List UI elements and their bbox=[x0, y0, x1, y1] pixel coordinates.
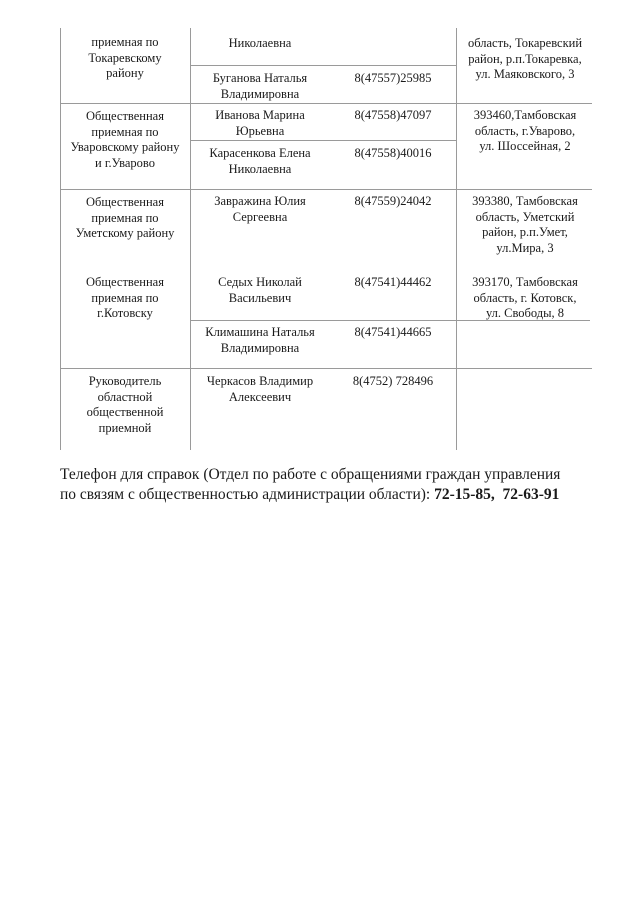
table-row-2-address bbox=[458, 194, 592, 256]
row-divider-3 bbox=[60, 368, 592, 369]
contact-name-line: Юрьевна bbox=[235, 123, 285, 138]
reference-note-line-2 bbox=[60, 485, 600, 505]
office-line: областной bbox=[97, 389, 153, 404]
table-row-2-contact-0-phone: 8(47559)24042 bbox=[354, 194, 432, 208]
table-row-0-address bbox=[458, 36, 592, 83]
table-row-0-contact-1-phone: 8(47557)25985 bbox=[354, 71, 432, 85]
table-row-4-office bbox=[60, 374, 190, 436]
office-line: Общественная bbox=[86, 195, 164, 209]
subrow-divider-tokarevka bbox=[190, 65, 456, 66]
office-line: приемная по bbox=[91, 210, 159, 225]
table-row-1-contact-0-name bbox=[190, 108, 330, 139]
table-row-1-contact-1-name bbox=[190, 146, 330, 177]
office-line: Уметскому району bbox=[75, 226, 175, 240]
office-line: приемная по bbox=[91, 290, 159, 305]
office-line: приемной bbox=[98, 420, 152, 435]
contact-name-line: Климашина Наталья bbox=[205, 325, 315, 339]
table-row-0-contact-0-name bbox=[190, 36, 330, 52]
address-line: 393380, Тамбовская bbox=[472, 194, 578, 208]
office-line: г.Котовску bbox=[97, 306, 153, 320]
contact-name-line: Николаевна bbox=[228, 36, 292, 50]
table-row-3-contact-1-phone: 8(47541)44665 bbox=[354, 325, 432, 339]
table-row-4-contact-0-phone: 8(4752) 728496 bbox=[352, 374, 434, 388]
table-row-1-office bbox=[60, 109, 190, 171]
contact-name-line: Сергеевна bbox=[232, 209, 288, 224]
contact-name-line: Буганова Наталья bbox=[212, 71, 308, 85]
table-row-1-contact-1-phone: 8(47558)40016 bbox=[354, 146, 432, 160]
table-divider-col3 bbox=[456, 28, 457, 450]
address-line: область, Уметский bbox=[475, 209, 575, 224]
table-row-1-contact-0-phone: 8(47558)47097 bbox=[354, 108, 432, 122]
table-row-3-contact-0-name bbox=[190, 275, 330, 306]
table-row-2-office bbox=[60, 195, 190, 242]
contact-name-line: Николаевна bbox=[228, 161, 292, 176]
contact-name-line: Черкасов Владимир bbox=[206, 374, 314, 388]
address-line: ул.Мира, 3 bbox=[496, 240, 554, 255]
contact-name-line: Алексеевич bbox=[228, 389, 292, 404]
reference-phone-1: 72-15-85 bbox=[434, 486, 491, 503]
table-row-2-contact-0-name bbox=[190, 194, 330, 225]
reference-note-prefix: по связям с общественностью администрации области): bbox=[60, 486, 435, 503]
table-row-3-contact-1-name bbox=[190, 325, 330, 356]
table-row-0-contact-1-name bbox=[190, 71, 330, 102]
row-divider-2 bbox=[60, 189, 592, 190]
reference-phone-2: 72-63-91 bbox=[502, 486, 560, 503]
address-line: 393170, Тамбовская bbox=[472, 275, 578, 289]
address-line: 393460,Тамбовская bbox=[473, 108, 577, 122]
reference-phone-separator: , bbox=[490, 486, 503, 503]
office-line: Общественная bbox=[86, 109, 164, 123]
table-row-4-contact-0-name bbox=[190, 374, 330, 405]
office-line: Общественная bbox=[86, 275, 164, 289]
contact-name-line: Карасенкова Елена bbox=[209, 146, 311, 160]
row-divider-1 bbox=[60, 103, 592, 104]
office-line: приемная по bbox=[91, 124, 159, 139]
address-line: область, Токаревский bbox=[467, 36, 583, 50]
subrow-divider-uvarovo bbox=[190, 140, 456, 141]
contact-name-line: Владимировна bbox=[220, 340, 300, 355]
office-line: общественной bbox=[86, 405, 164, 419]
address-line: район, р.п.Умет, bbox=[482, 225, 568, 239]
table-row-1-address bbox=[458, 108, 592, 155]
contact-name-line: Седых Николай bbox=[218, 275, 302, 289]
office-line: Уваровскому району bbox=[70, 140, 180, 154]
office-line: приемная по bbox=[91, 35, 159, 49]
address-line: область, г. Котовск, bbox=[473, 290, 577, 305]
office-line: Руководитель bbox=[88, 374, 162, 388]
address-line: ул. Маяковского, 3 bbox=[475, 67, 575, 81]
office-line: району bbox=[106, 66, 144, 80]
reference-note-line-1: Телефон для справок (Отдел по работе с обращениями граждан управления bbox=[60, 466, 561, 483]
table-row-3-office bbox=[60, 275, 190, 322]
table-row-3-contact-0-phone: 8(47541)44462 bbox=[354, 275, 432, 289]
contact-name-line: Васильевич bbox=[228, 290, 292, 305]
office-line: и г.Уварово bbox=[95, 155, 155, 170]
contact-name-line: Завражина Юлия bbox=[214, 194, 306, 208]
address-line: область, г.Уварово, bbox=[474, 123, 576, 138]
contact-name-line: Владимировна bbox=[220, 86, 300, 101]
office-line: Токаревскому bbox=[88, 50, 162, 65]
address-line: район, р.п.Токаревка, bbox=[468, 51, 582, 66]
contact-name-line: Иванова Марина bbox=[215, 108, 305, 122]
table-row-0-office bbox=[60, 35, 190, 82]
reference-phone-note bbox=[60, 465, 600, 505]
address-line: ул. Шоссейная, 2 bbox=[479, 139, 571, 153]
table-row-3-address bbox=[458, 275, 592, 322]
address-line: ул. Свободы, 8 bbox=[485, 306, 565, 320]
